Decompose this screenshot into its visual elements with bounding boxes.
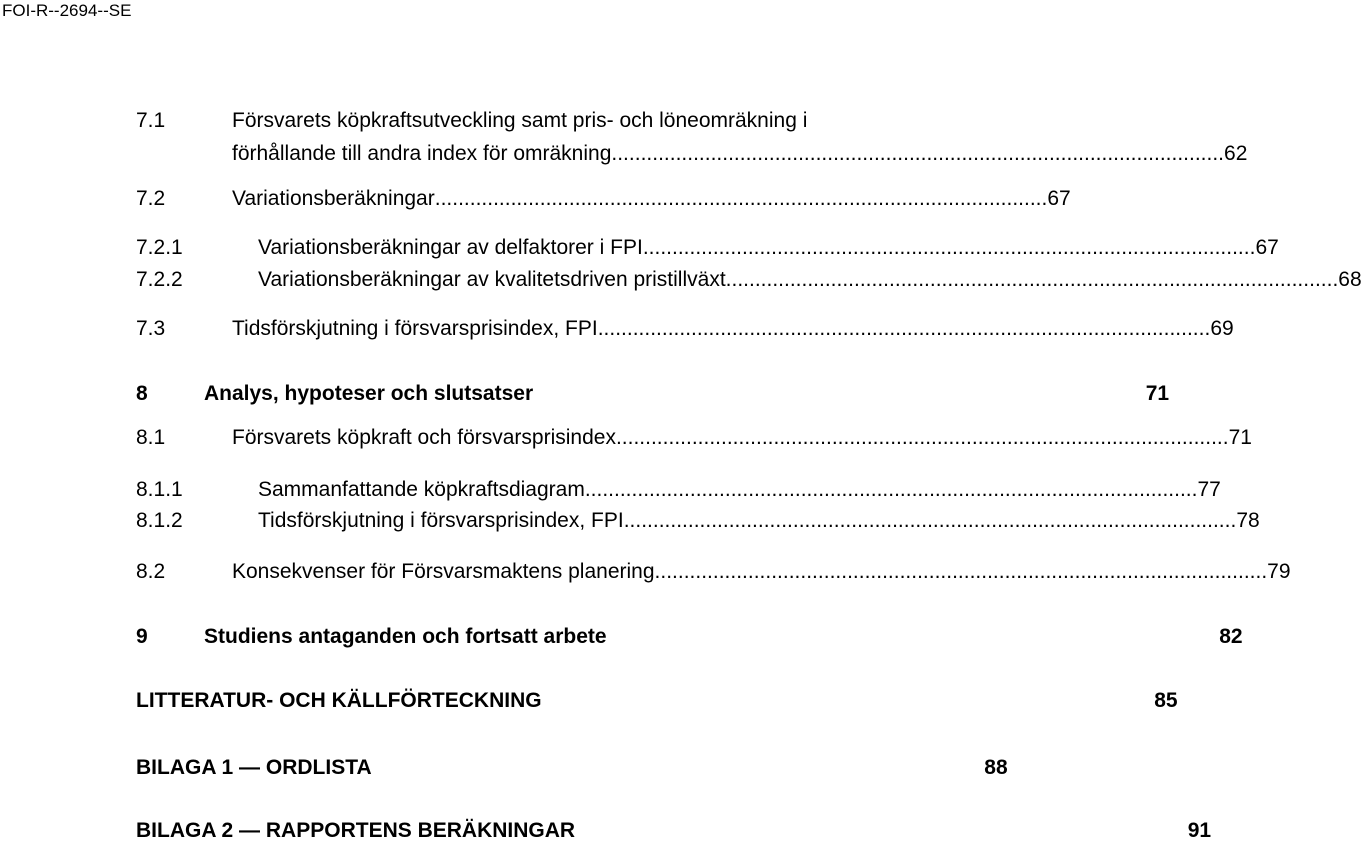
toc-leader: ......................................................................................................... — [597, 317, 1211, 340]
toc-title: Analys, hypoteser och slutsatser — [204, 382, 534, 405]
toc-number: 7.3 — [136, 317, 166, 340]
toc-number: 8.2 — [136, 560, 166, 583]
toc-number: 7.1 — [136, 109, 166, 132]
toc-leader: ......................................................................................................... — [434, 187, 1048, 210]
toc-title: BILAGA 2 — RAPPORTENS BERÄKNINGAR — [136, 819, 576, 842]
document-code: FOI-R--2694--SE — [2, 1, 132, 20]
toc-leader: ......................................................................................................... — [615, 426, 1229, 449]
toc-title: BILAGA 1 — ORDLISTA — [136, 756, 372, 779]
toc-page: 82 — [1219, 625, 1243, 648]
toc-page: 69 — [1210, 317, 1234, 340]
toc-page: 68 — [1338, 268, 1362, 291]
toc-title: Tidsförskjutning i försvarsprisindex, FPI — [258, 509, 624, 532]
toc-page: 71 — [1145, 382, 1170, 405]
toc-page: 62 — [1224, 142, 1248, 165]
toc-leader: ......................................................................................................... — [584, 478, 1198, 501]
toc-number: 7.2.2 — [136, 268, 183, 291]
toc-page: 85 — [1154, 689, 1178, 712]
toc-title: Variationsberäkningar — [232, 187, 435, 210]
toc-leader: ......................................................................................................... — [725, 268, 1339, 291]
toc-page: 78 — [1236, 509, 1260, 532]
toc-title: LITTERATUR- OCH KÄLLFÖRTECKNING — [136, 689, 542, 712]
toc-number: 8.1 — [136, 426, 166, 449]
toc-title: Variationsberäkningar av delfaktorer i FPI — [258, 236, 643, 259]
toc-title: Tidsförskjutning i försvarsprisindex, FPI — [232, 317, 598, 340]
toc-number: 8.1.1 — [136, 478, 183, 501]
toc-leader: ......................................................................................................... — [611, 142, 1225, 165]
toc-number: 7.2 — [136, 187, 166, 210]
toc-page: 91 — [1187, 819, 1212, 842]
toc-title: Försvarets köpkraft och försvarsprisindex — [232, 426, 616, 449]
toc-title-line1: Försvarets köpkraftsutveckling samt pris- och löneomräkning i — [232, 109, 808, 132]
toc-title: Sammanfattande köpkraftsdiagram — [258, 478, 585, 501]
toc-title: Variationsberäkningar av kvalitetsdriven pristillväxt — [258, 268, 726, 291]
toc-page: 71 — [1228, 426, 1252, 449]
toc-title: Konsekvenser för Försvarsmaktens planering — [232, 560, 655, 583]
toc-leader: ......................................................................................................... — [654, 560, 1268, 583]
toc-page: 79 — [1267, 560, 1291, 583]
toc-title: Studiens antaganden och fortsatt arbete — [204, 625, 607, 648]
toc-page: 67 — [1255, 236, 1279, 259]
toc-page: 77 — [1197, 478, 1221, 501]
toc-page: 67 — [1047, 187, 1071, 210]
toc-number: 8.1.2 — [136, 509, 183, 532]
toc-title: förhållande till andra index för omräkning — [232, 142, 612, 165]
toc-page: 88 — [984, 756, 1008, 779]
toc-leader: ......................................................................................................... — [623, 509, 1237, 532]
toc-number: 9 — [136, 625, 148, 648]
toc-number: 8 — [136, 382, 148, 405]
toc-number: 7.2.1 — [136, 236, 183, 259]
toc-leader: ......................................................................................................... — [642, 236, 1256, 259]
